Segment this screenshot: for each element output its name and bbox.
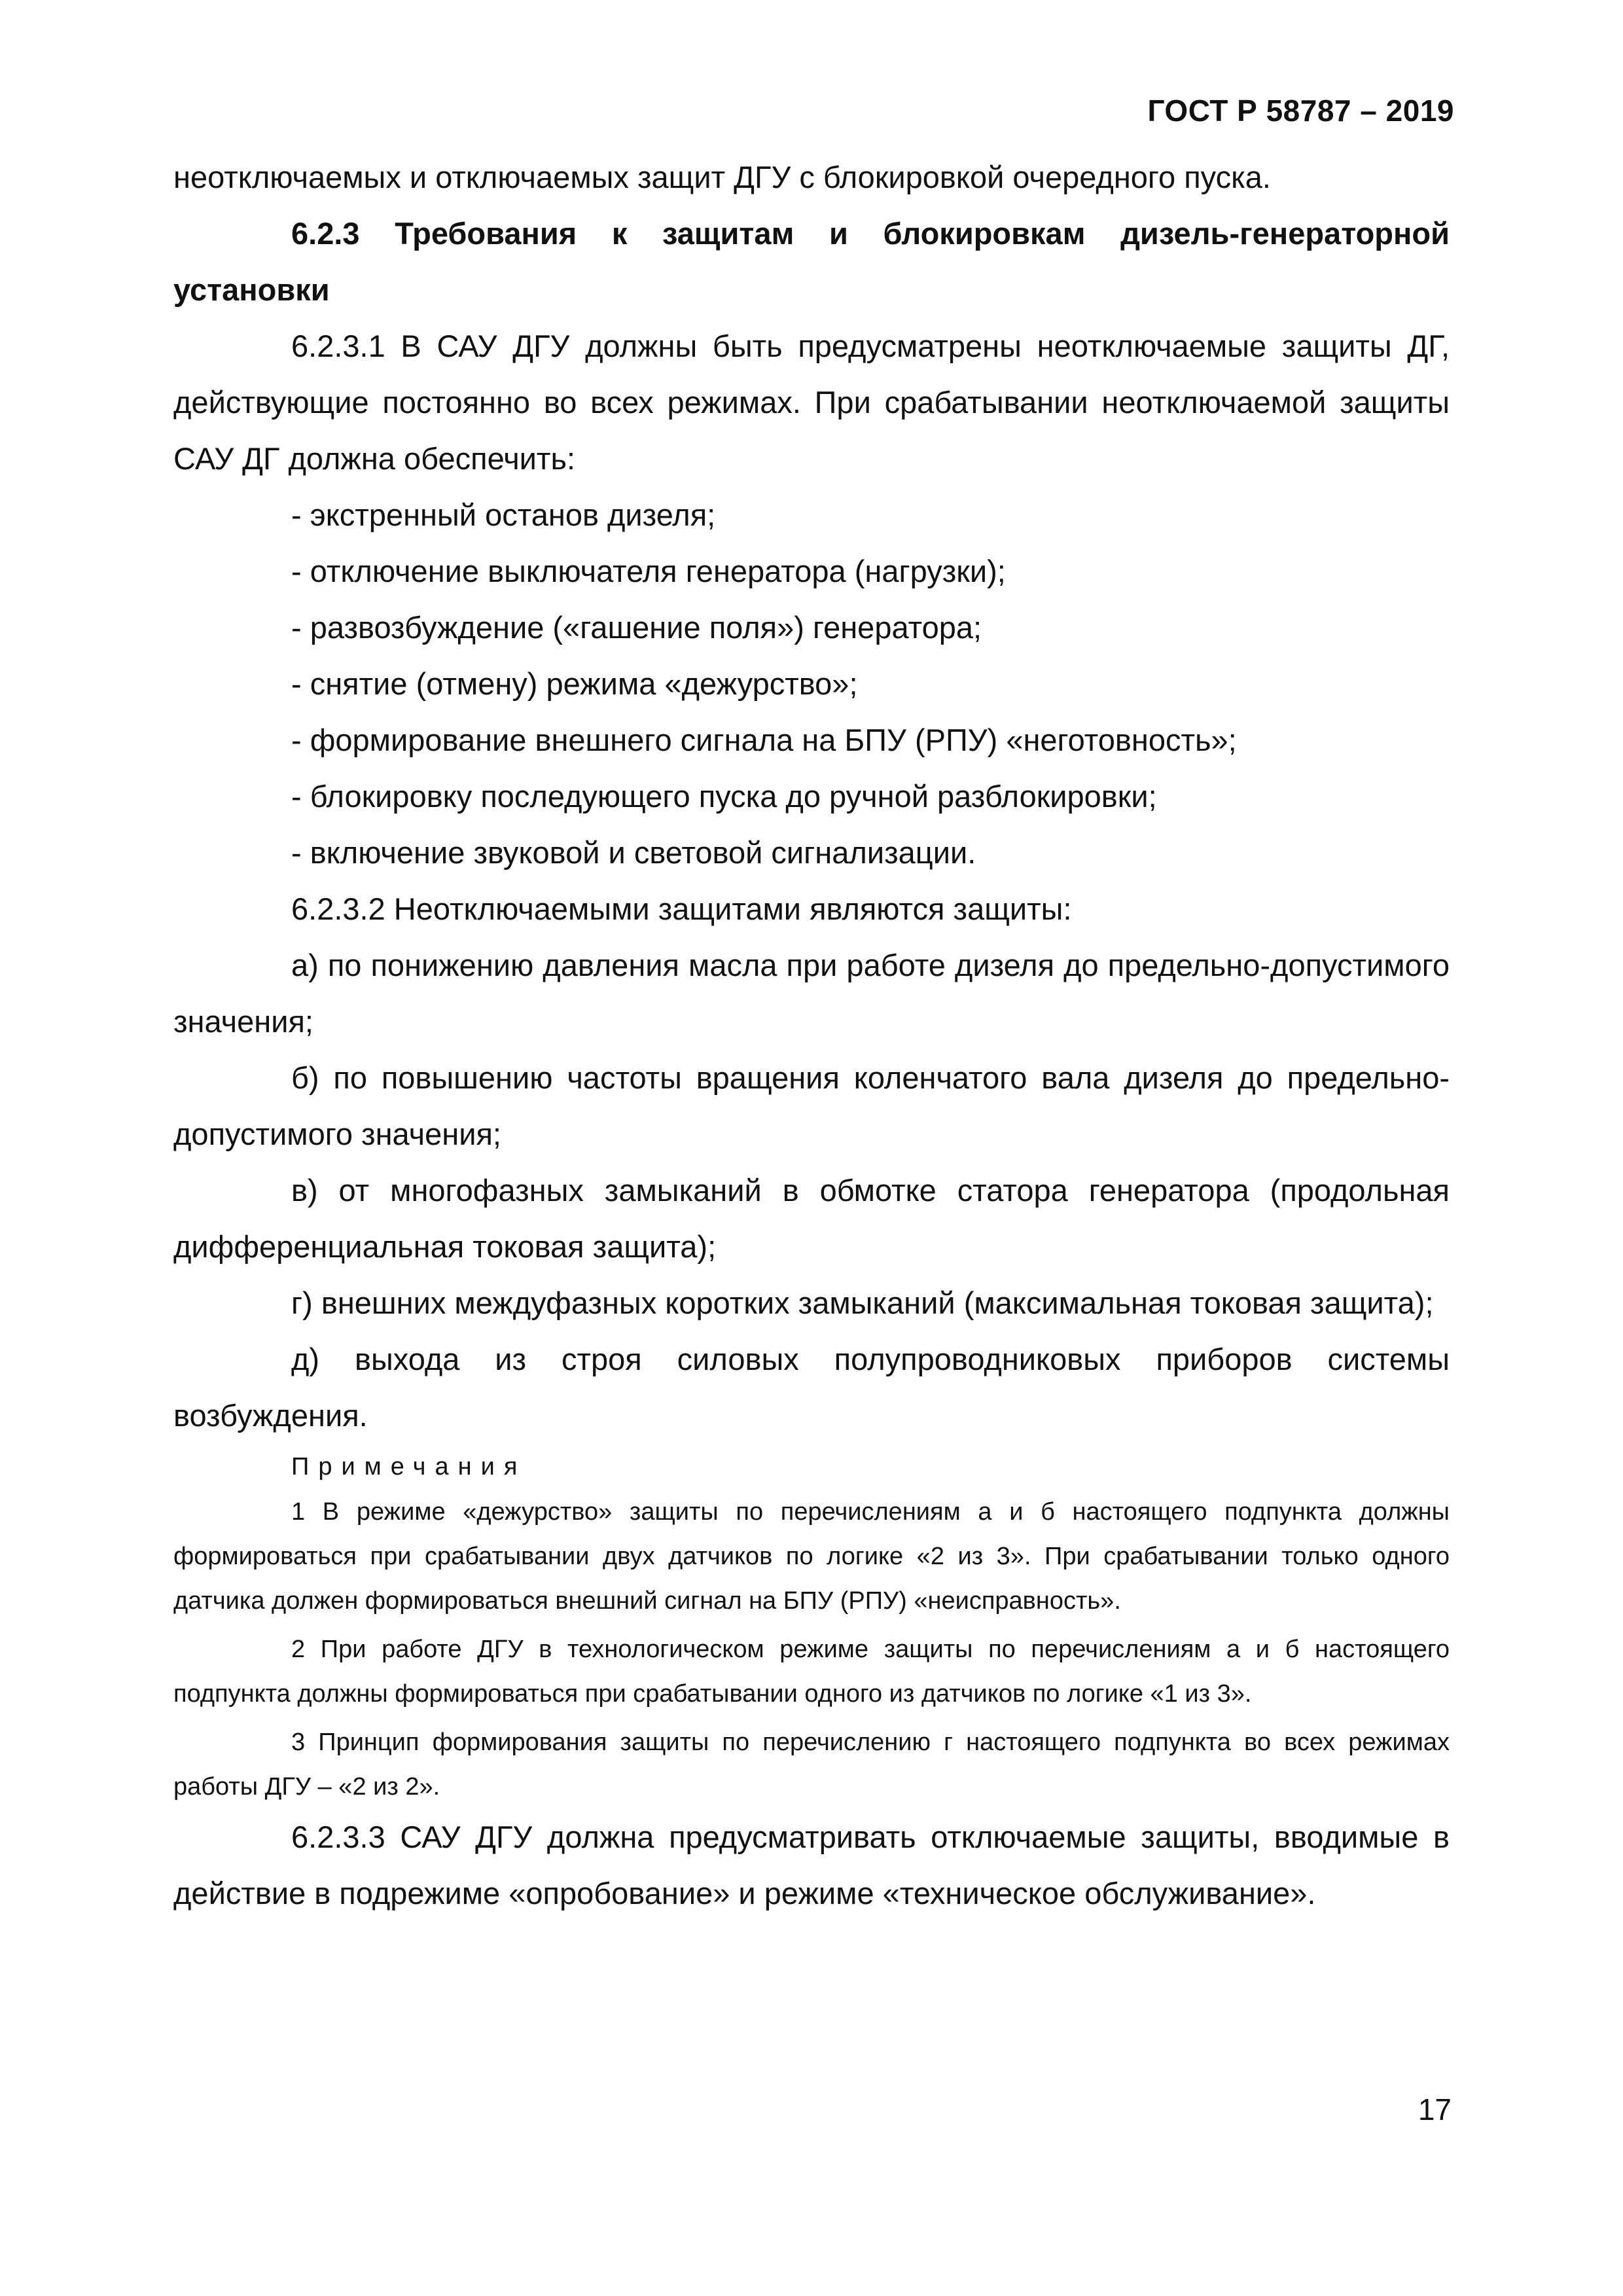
paragraph-6-2-3-2: 6.2.3.2 Неотключаемыми защитами являются защиты: (291, 891, 1072, 926)
document-code-header: ГОСТ Р 58787 – 2019 (1147, 94, 1454, 128)
enumeration-item: в) от многофазных замыканий в обмотке статора генератора (продольная дифференциальная токовая защита); (173, 1173, 1450, 1264)
enumeration-item: г) внешних междуфазных коротких замыканий (максимальная токовая защита); (291, 1285, 1434, 1320)
paragraph-6-2-3-1: 6.2.3.1 В САУ ДГУ должны быть предусматрены неотключаемые защиты ДГ, действующие постоянно во всех режимах. При срабатывании неотключаемой защиты САУ ДГ должна обеспечить: (173, 329, 1450, 476)
enumeration-item: б) по повышению частоты вращения коленчатого вала дизеля до предельно-допустимого значения; (173, 1060, 1450, 1151)
list-item: - блокировку последующего пуска до ручной разблокировки; (291, 779, 1157, 814)
page-number: 17 (1418, 2092, 1452, 2126)
list-item: - формирование внешнего сигнала на БПУ (РПУ) «неготовность»; (291, 723, 1237, 757)
paragraph-6-2-3-3: 6.2.3.3 САУ ДГУ должна предусматривать отключаемые защиты, вводимые в действие в подрежиме «опробование» и режиме «техническое обслуживание». (173, 1820, 1450, 1910)
enumeration-item: д) выхода из строя силовых полупроводниковых приборов системы возбуждения. (173, 1342, 1450, 1433)
list-item: - экстренный останов дизеля; (291, 497, 716, 532)
notes-title: Примечания (291, 1453, 527, 1480)
list-item: - развозбуждение («гашение поля») генератора; (291, 610, 982, 645)
list-item: - снятие (отмену) режима «дежурство»; (291, 666, 858, 701)
list-item: - отключение выключателя генератора (нагрузки); (291, 554, 1006, 588)
note-item: 3 Принцип формирования защиты по перечислению г настоящего подпункта во всех режимах работы ДГУ – «2 из 2». (173, 1729, 1450, 1801)
heading-text: Требования к защитам и блокировкам дизель-генераторной установки (173, 216, 1450, 307)
section-heading-6-2-3 (173, 206, 1450, 318)
note-item: 2 При работе ДГУ в технологическом режиме защиты по перечислениям а и б настоящего подпункта должны формироваться при срабатывании одного из датчиков по логике «1 из 3». (173, 1636, 1450, 1708)
note-item: 1 В режиме «дежурство» защиты по перечислениям а и б настоящего подпункта должны формироваться при срабатывании двух датчиков по логике «2 из 3». При срабатывании только одного датчика должен формироваться внешний сигнал на БПУ (РПУ) «неисправность». (173, 1498, 1450, 1615)
enumeration-item: а) по понижению давления масла при работе дизеля до предельно-допустимого значения; (173, 948, 1450, 1039)
heading-number: 6.2.3 (291, 216, 360, 251)
list-item: - включение звуковой и световой сигнализации. (291, 835, 976, 870)
document-body (173, 149, 1450, 1922)
continuation-paragraph: неотключаемых и отключаемых защит ДГУ с блокировкой очередного пуска. (173, 160, 1271, 194)
